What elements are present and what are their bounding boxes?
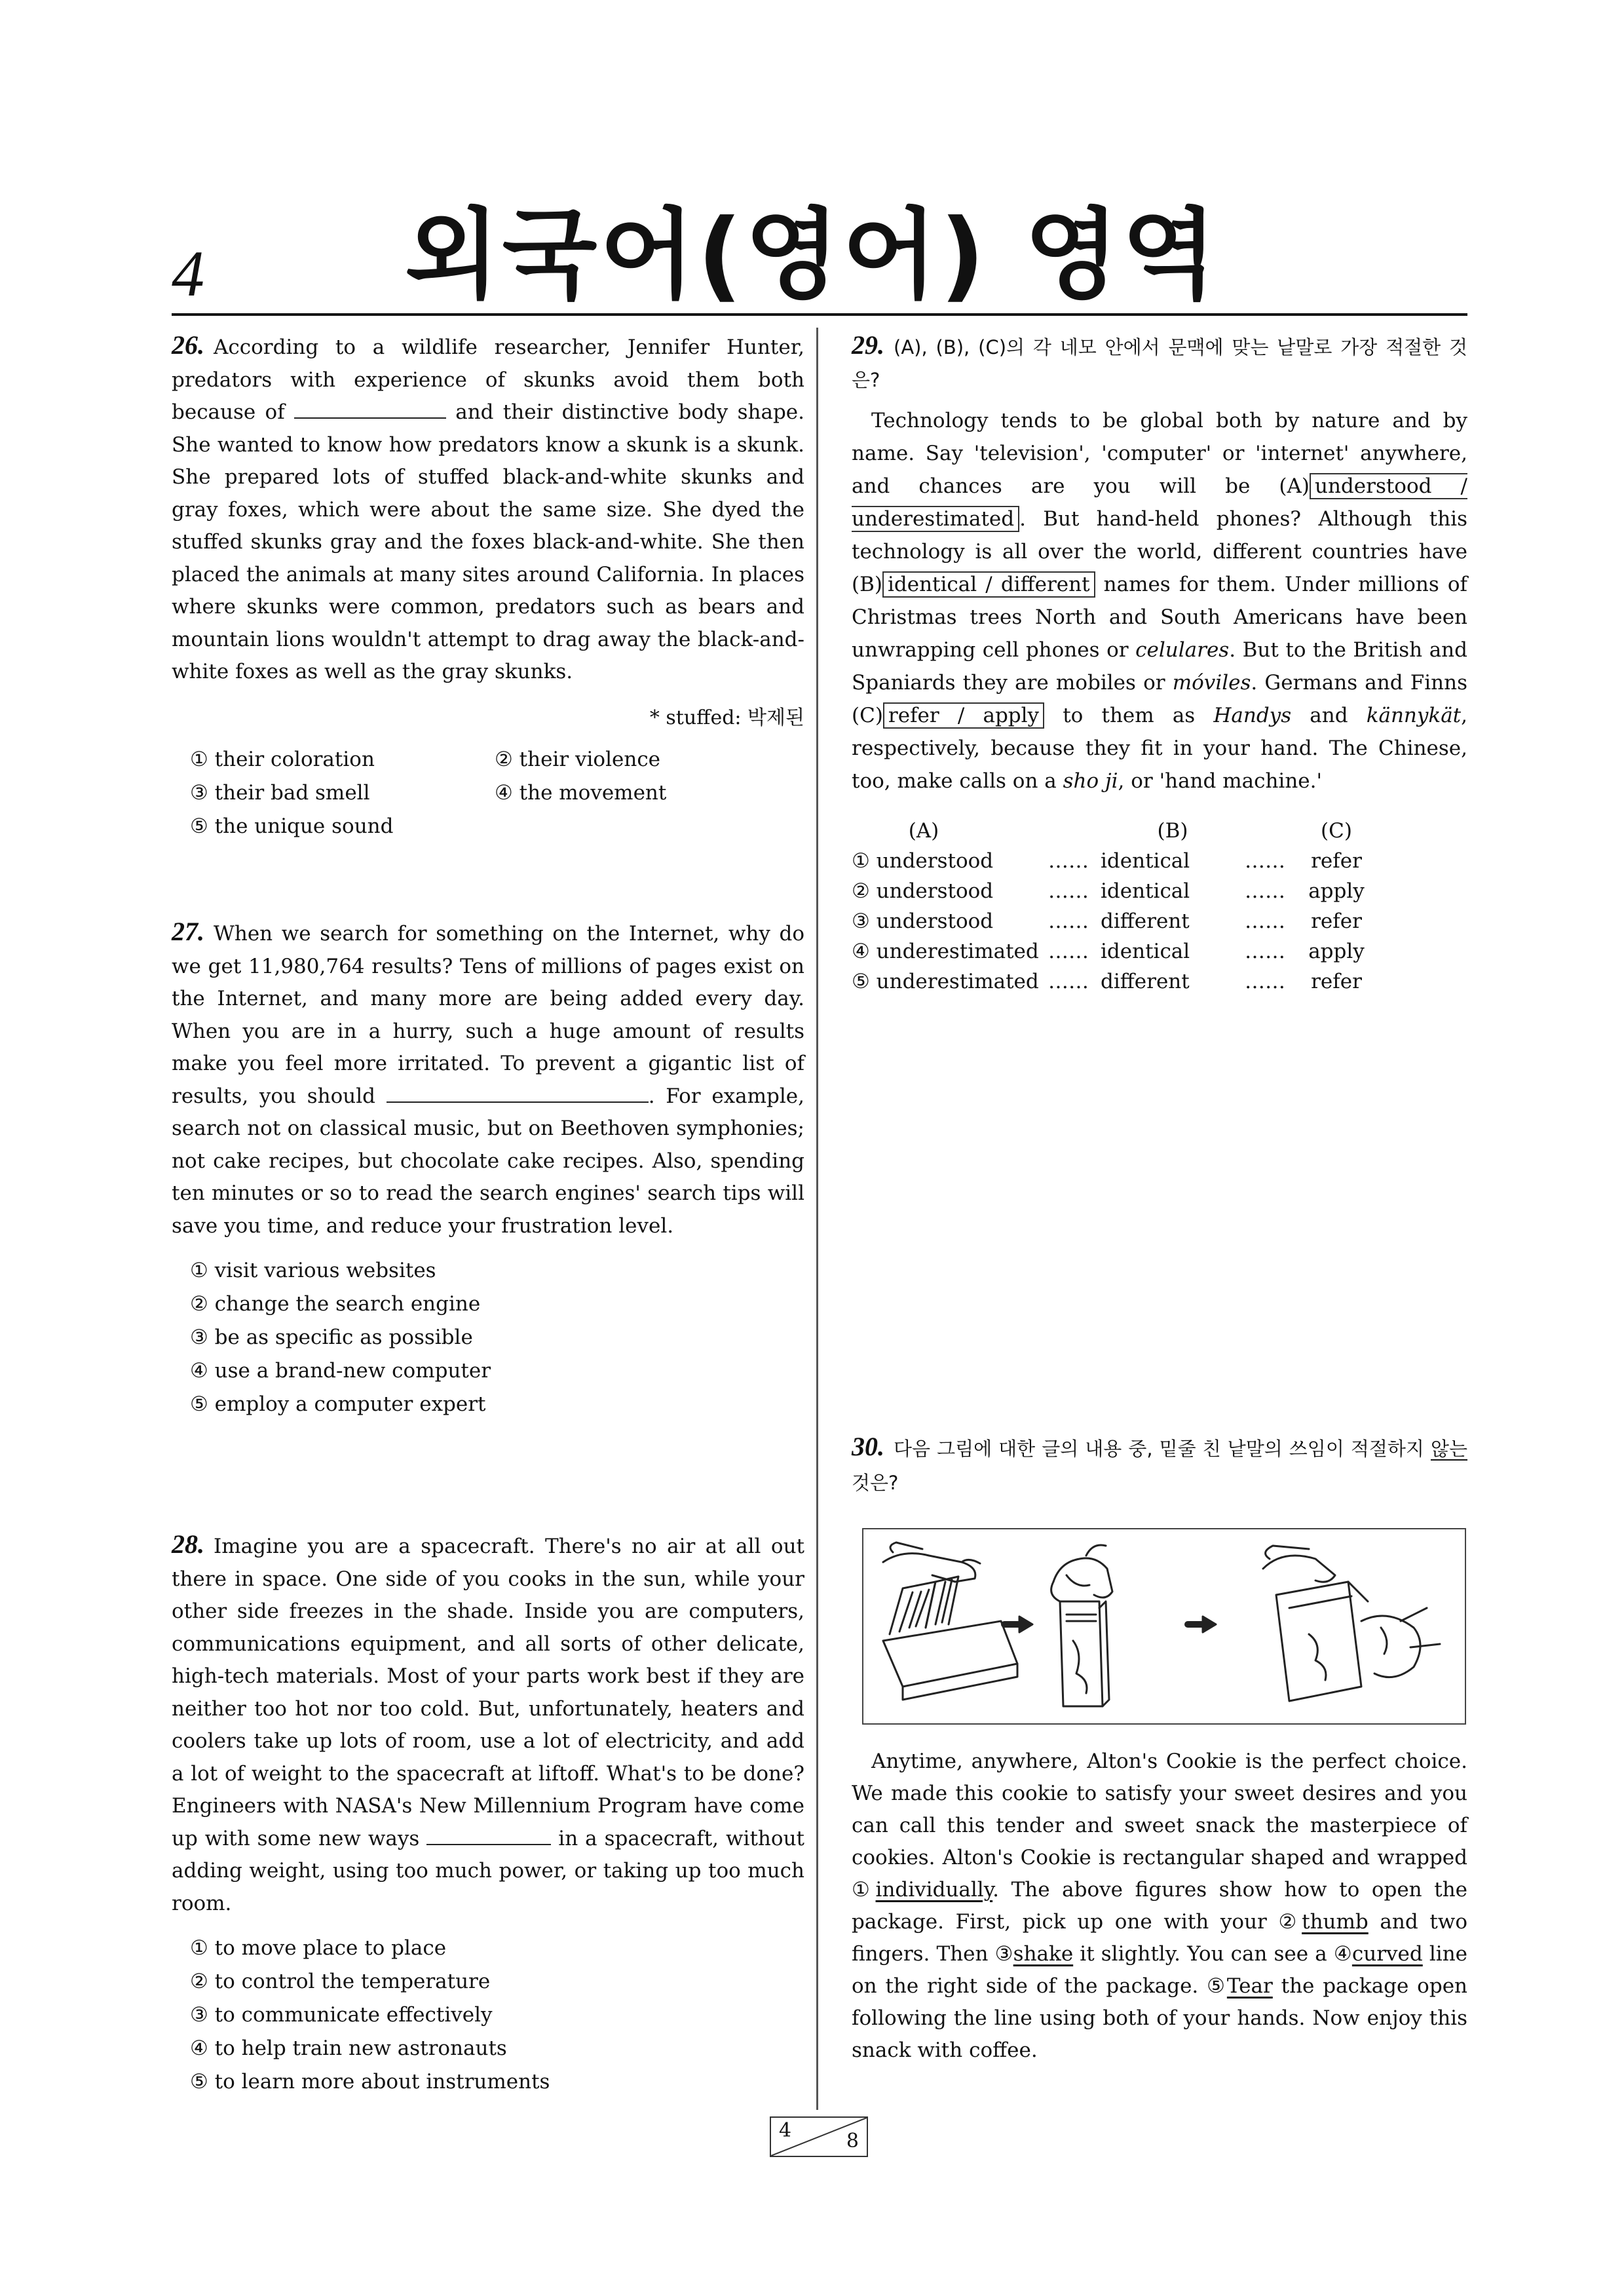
question-30 — [852, 1430, 1467, 1500]
answer-option-3[interactable] — [852, 906, 1467, 936]
foreign-word: Handys — [1213, 704, 1292, 727]
choice-3[interactable]: ③ their bad smell — [190, 781, 370, 805]
column-header-a: (A) — [908, 819, 939, 843]
leader-dots: …… — [1048, 879, 1089, 903]
leader-dots: …… — [1048, 940, 1089, 963]
page-indicator — [770, 2116, 868, 2157]
choice-4[interactable]: ④ to help train new astronauts — [190, 2037, 507, 2060]
choice-list — [172, 1254, 804, 1421]
choice-box-c: refer / apply — [883, 702, 1044, 729]
option-b: identical — [1101, 940, 1190, 963]
marker-4: ④ — [1333, 1942, 1352, 1966]
choice-box-a: understood / underestimated — [852, 474, 1468, 531]
column-header-b: (B) — [1157, 819, 1188, 843]
passage-text: and two fingers. Then — [852, 1910, 1468, 1966]
passage-text: to them as — [1044, 704, 1214, 727]
foreign-word: celulares — [1135, 638, 1230, 662]
option-b: different — [1101, 970, 1190, 993]
passage-text: . The above figures show how to open the package. First, pick up one with your — [852, 1878, 1467, 1934]
option-c: refer — [1311, 909, 1362, 933]
choice-5[interactable]: ⑤ to learn more about instruments — [190, 2070, 550, 2094]
marker-2: ② — [1278, 1910, 1302, 1934]
choice-3[interactable]: ③ to communicate effectively — [190, 2003, 493, 2027]
question-stem: Imagine you are a spacecraft. There's no air at all out there in space. One side of you cooks in the sun, while your other side freezes in the shade. Inside you are computers, communications equipment, and all sorts of other delicate, high-tech materials. Most of your parts work best if they are neither too hot nor too cold. But, unfortunately, heaters and coolers take up lots of room, use a lot of electricity, and add a lot of weight to the spacecraft at liftoff. What's to be done? Engineers with NASA's New Millennium Program have come up with some new ways — [172, 1535, 804, 1850]
underlined-word-3[interactable]: shake — [1013, 1942, 1074, 1966]
question-stem: When we search for something on the Internet, why do we get 11,980,764 results? Tens of millions of pages exist on the Internet, and many more are being added every day. When you are in a hurry, such a huge amount of results make you feel more irritated. To prevent a gigantic list of results, you should — [172, 922, 804, 1108]
answer-blank — [387, 1082, 649, 1103]
choice-list — [172, 1932, 804, 2099]
leader-dots: …… — [1245, 849, 1285, 873]
page-number: 4 — [172, 237, 204, 310]
passage-text: names for them. Under millions of Christmas trees North and South Americans have been unwrapping cell phones or — [852, 573, 1467, 662]
underlined-word-4[interactable]: curved — [1351, 1942, 1423, 1966]
foreign-word: kännykät — [1366, 704, 1462, 727]
option-a: ④ underestimated — [852, 940, 1039, 963]
choice-list — [172, 743, 804, 843]
option-a: ② understood — [852, 879, 994, 903]
choice-4[interactable]: ④ the movement — [495, 781, 667, 805]
question-number: 27. — [172, 917, 204, 946]
choice-1[interactable]: ① to move place to place — [190, 1936, 447, 1960]
footnote: * stuffed: 박제된 — [649, 706, 804, 729]
question-29 — [852, 329, 1467, 997]
answer-option-2[interactable] — [852, 876, 1467, 906]
option-a: ③ understood — [852, 909, 994, 933]
underlined-word-2[interactable]: thumb — [1302, 1910, 1369, 1934]
choice-2[interactable]: ② to control the temperature — [190, 1970, 491, 1993]
passage-text: line on the right side of the package. — [852, 1942, 1468, 1998]
answer-table-header — [852, 816, 1467, 846]
passage-text: it slightly. You can see a — [1073, 1942, 1334, 1966]
marker-1: ① — [852, 1878, 876, 1902]
figure-illustration — [863, 1529, 1465, 1723]
column-divider — [816, 328, 818, 2110]
header-rule — [172, 313, 1467, 316]
passage-text: the package open following the line using both of your hands. Now enjoy this snack with coffee. — [852, 1974, 1468, 2062]
answer-option-1[interactable] — [852, 846, 1467, 876]
passage-text: . Germans and Finns (C) — [852, 671, 1467, 727]
package-opening-figure — [862, 1528, 1466, 1725]
option-c: apply — [1308, 879, 1365, 903]
leader-dots: …… — [1245, 970, 1285, 993]
total-pages: 8 — [846, 2130, 859, 2152]
option-a: ⑤ underestimated — [852, 970, 1039, 993]
question-stem-continued: in a spacecraft, without adding weight, using too much power, or taking up too much room. — [172, 1826, 804, 1915]
question-prompt: 다음 그림에 대한 글의 내용 중, 밑줄 친 낱말의 쓰임이 적절하지 — [894, 1438, 1431, 1460]
answer-blank — [426, 1824, 551, 1845]
question-number: 29. — [852, 330, 884, 360]
page-title: 외국어(영어) 영역 — [404, 199, 1220, 313]
leader-dots: …… — [1245, 940, 1285, 963]
option-c: refer — [1311, 849, 1362, 873]
choice-2[interactable]: ② their violence — [495, 748, 661, 771]
choice-1[interactable]: ① visit various websites — [190, 1259, 436, 1282]
passage-text: , or 'hand machine.' — [1118, 769, 1323, 793]
marker-5: ⑤ — [1207, 1974, 1227, 1998]
choice-4[interactable]: ④ use a brand-new computer — [190, 1359, 491, 1383]
choice-1[interactable]: ① their coloration — [190, 748, 375, 771]
underlined-word-1[interactable]: individually — [875, 1878, 993, 1902]
leader-dots: …… — [1245, 909, 1285, 933]
leader-dots: …… — [1048, 970, 1089, 993]
foreign-word: móviles — [1172, 671, 1251, 695]
passage-text: Technology tends to be global both by nature and by name. Say 'television', 'computer' or 'internet' anywhere, and chances are you will be (A) — [852, 409, 1467, 498]
option-b: identical — [1101, 849, 1190, 873]
question-number: 26. — [172, 330, 204, 360]
passage-text: Anytime, anywhere, Alton's Cookie is the perfect choice. We made this cookie to satisfy your sweet desires and you can call this tender and sweet snack the masterpiece of cookies. Alton's Cookie is rectangular shaped and wrapped — [852, 1750, 1467, 1869]
question-stem-continued: and their distinctive body shape. She wanted to know how predators know a skunk is a skunk. She prepared lots of stuffed black-and-white skunks and gray foxes, which were about the same size. She dyed the stuffed skunks gray and the foxes black-and-white. She then placed the animals at many sites around California. In places where skunks were common, predators such as bears and mountain lions wouldn't attempt to drag away the black-and-white foxes as well as the gray skunks. — [172, 400, 804, 683]
current-page: 4 — [779, 2119, 792, 2142]
option-c: apply — [1308, 940, 1365, 963]
option-b: identical — [1101, 879, 1190, 903]
column-header-c: (C) — [1321, 819, 1352, 843]
option-a: ① understood — [852, 849, 994, 873]
foreign-word: sho ji — [1063, 769, 1118, 793]
marker-3: ③ — [994, 1942, 1013, 1966]
answer-blank — [294, 398, 446, 419]
passage-text: and — [1291, 704, 1367, 727]
question-stem-continued: . For example, search not on classical music, but on Beethoven symphonies; not cake recipes, but chocolate cake recipes. Also, spending ten minutes or so to read the search engines' search tips will save you time, and reduce your frustration level. — [172, 1084, 804, 1238]
leader-dots: …… — [1245, 879, 1285, 903]
question-stem: According to a wildlife researcher, Jennifer Hunter, predators with experience of skunks avoid them both because of — [172, 335, 804, 424]
question-number: 28. — [172, 1529, 204, 1559]
underlined-word-5[interactable]: Tear — [1226, 1974, 1273, 1998]
answer-option-4[interactable] — [852, 936, 1467, 966]
question-prompt-emphasis: 않는 — [1430, 1438, 1467, 1460]
choice-3[interactable]: ③ be as specific as possible — [190, 1326, 473, 1349]
question-30-passage — [852, 1738, 1467, 2067]
passage-text: , respectively, because they fit in your hand. The Chinese, too, make calls on a — [852, 704, 1467, 793]
question-26 — [172, 329, 804, 843]
choice-5[interactable]: ⑤ the unique sound — [190, 814, 394, 838]
question-28 — [172, 1528, 804, 2099]
question-prompt: (A), (B), (C)의 각 네모 안에서 문맥에 맞는 낱말로 가장 적절한 것은? — [852, 336, 1467, 391]
option-b: different — [1101, 909, 1190, 933]
question-prompt-end: 것은? — [852, 1472, 899, 1494]
option-c: refer — [1311, 970, 1362, 993]
passage-text: . But to the British and Spaniards they are mobiles or — [852, 638, 1467, 695]
passage-text: . But hand-held phones? Although this technology is all over the world, different countries have (B) — [852, 507, 1467, 596]
leader-dots: …… — [1048, 909, 1089, 933]
question-number: 30. — [852, 1432, 884, 1461]
passage — [852, 1746, 1467, 2067]
choice-box-b: identical / different — [882, 571, 1095, 598]
passage — [852, 404, 1467, 797]
question-27 — [172, 915, 804, 1421]
leader-dots: …… — [1048, 849, 1089, 873]
answer-table — [852, 816, 1467, 997]
answer-option-5[interactable] — [852, 966, 1467, 997]
choice-2[interactable]: ② change the search engine — [190, 1292, 481, 1316]
choice-5[interactable]: ⑤ employ a computer expert — [190, 1392, 486, 1416]
